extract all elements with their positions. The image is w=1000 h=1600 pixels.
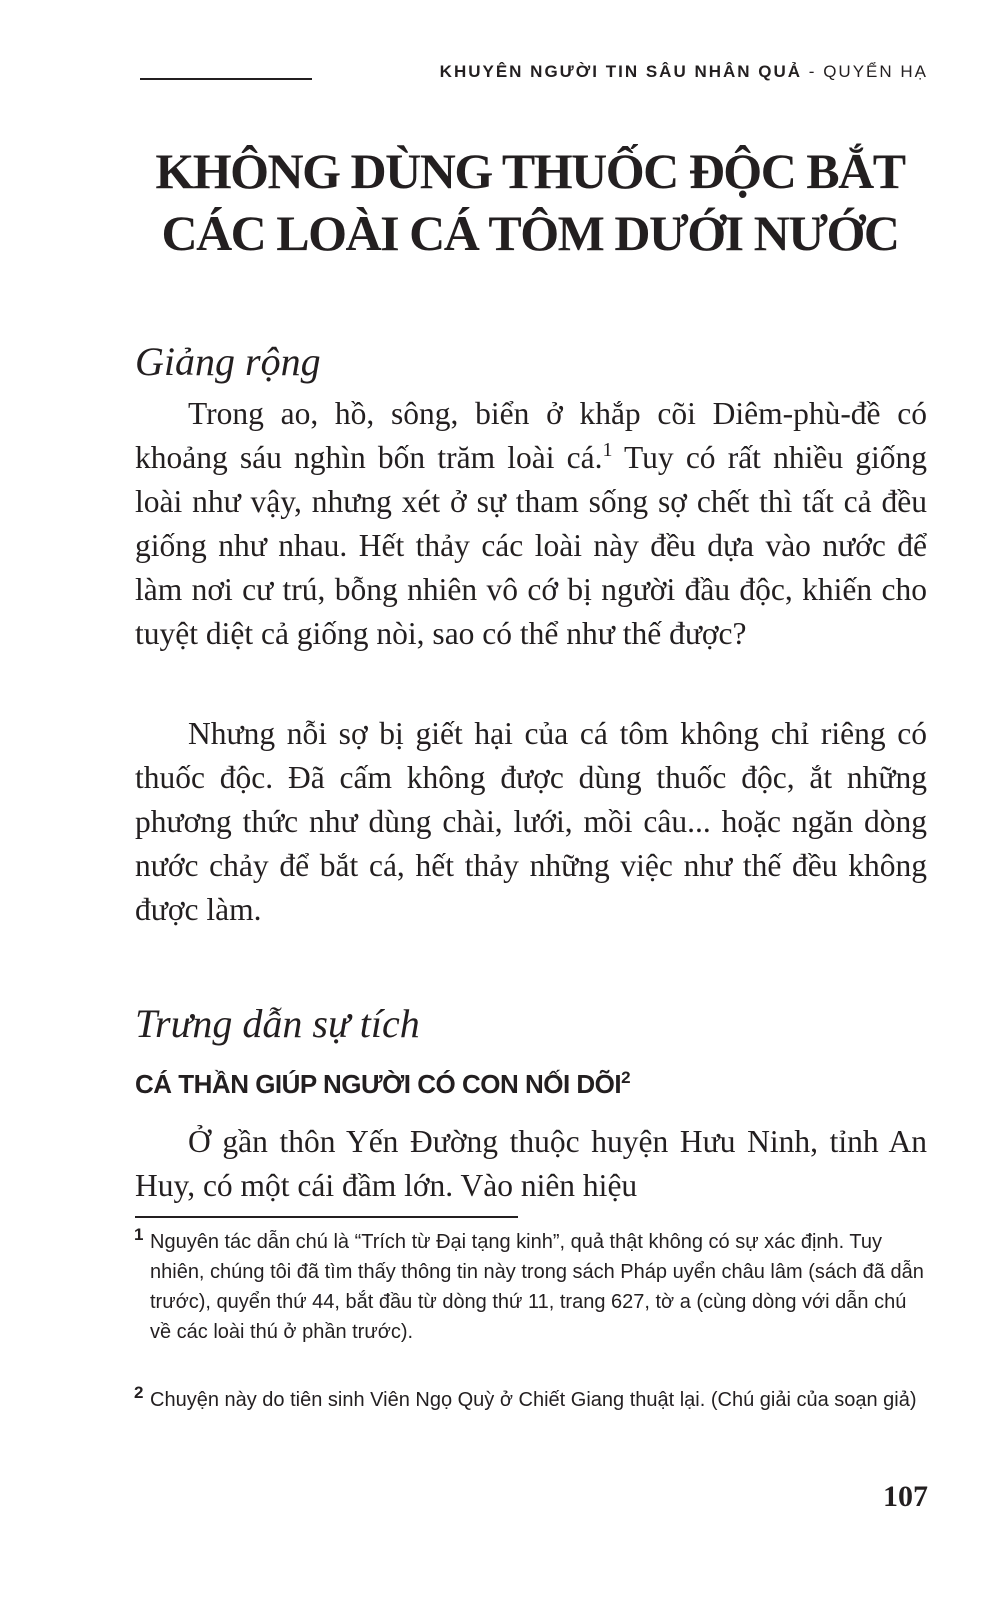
footnote-1-text: Nguyên tác dẫn chú là “Trích từ Đại tạng kinh”, quả thật không có sự xác định. Tuy nhiên, chúng tôi đã tìm thấy thông tin này trong sách Pháp uyển châu lâm (sách đã dẫn trước), quyển thứ 44, bắt đầu từ dòng thứ 11, trang 627, tờ a (cùng dòng với dẫn chú về các loài thú ở phần trước). (150, 1231, 924, 1343)
footnote-2-number: 2 (134, 1383, 144, 1402)
commentary-paragraph-1-text-b: Tuy có rất nhiều giống loài như vậy, nhưng xét ở sự tham sống sợ chết thì tất cả đều giống như nhau. Hết thảy các loài này đều dựa vào nước để làm nơi cư trú, bỗng nhiên vô cớ bị người đầu độc, khiến cho tuyệt diệt cả giống nòi, sao có thể như thế được? (135, 440, 927, 651)
footnote-2 (134, 1383, 928, 1415)
footnote-reference-2: 2 (621, 1068, 631, 1087)
commentary-paragraph-2: Nhưng nỗi sợ bị giết hại của cá tôm không chỉ riêng có thuốc độc. Đã cấm không được dùng thuốc độc, ắt những phương thức như dùng chài, lưới, mồi câu... hoặc ngăn dòng nước chảy để bắt cá, hết thảy những việc như thế đều không được làm. (135, 716, 927, 927)
chapter-title: KHÔNG DÙNG THUỐC ĐỘC BẮT CÁC LOÀI CÁ TÔM DƯỚI NƯỚC (155, 143, 905, 261)
footnote-1 (134, 1225, 928, 1347)
commentary-paragraph-1-text-a: Trong ao, hồ, sông, biển ở khắp cõi Diêm-phù-đề có khoảng sáu nghìn bốn trăm loài cá. (135, 396, 927, 475)
running-header (330, 62, 928, 82)
footnote-2-text: Chuyện này do tiên sinh Viên Ngọ Quỳ ở Chiết Giang thuật lại. (Chú giải của soạn giả) (150, 1389, 917, 1411)
running-header-separator: - (808, 62, 817, 81)
section-heading-commentary: Giảng rộng (135, 339, 321, 384)
header-rule (140, 78, 312, 80)
commentary-paragraph-1 (135, 392, 927, 656)
story-title-text: CÁ THẦN GIÚP NGƯỜI CÓ CON NỐI DÕI (135, 1069, 622, 1099)
section-heading-stories: Trưng dẫn sự tích (135, 1001, 420, 1046)
running-header-book-title: KHUYÊN NGƯỜI TIN SÂU NHÂN QUẢ (439, 62, 803, 81)
page-number: 107 (883, 1480, 928, 1513)
footnote-1-number: 1 (134, 1225, 144, 1244)
footnote-rule (135, 1216, 518, 1218)
running-header-volume: QUYỂN HẠ (823, 62, 928, 81)
footnote-reference-1: 1 (602, 439, 613, 461)
story-paragraph-1: Ở gần thôn Yến Đường thuộc huyện Hưu Ninh, tỉnh An Huy, có một cái đầm lớn. Vào niên hiệu (135, 1124, 927, 1203)
story-title (135, 1064, 630, 1104)
